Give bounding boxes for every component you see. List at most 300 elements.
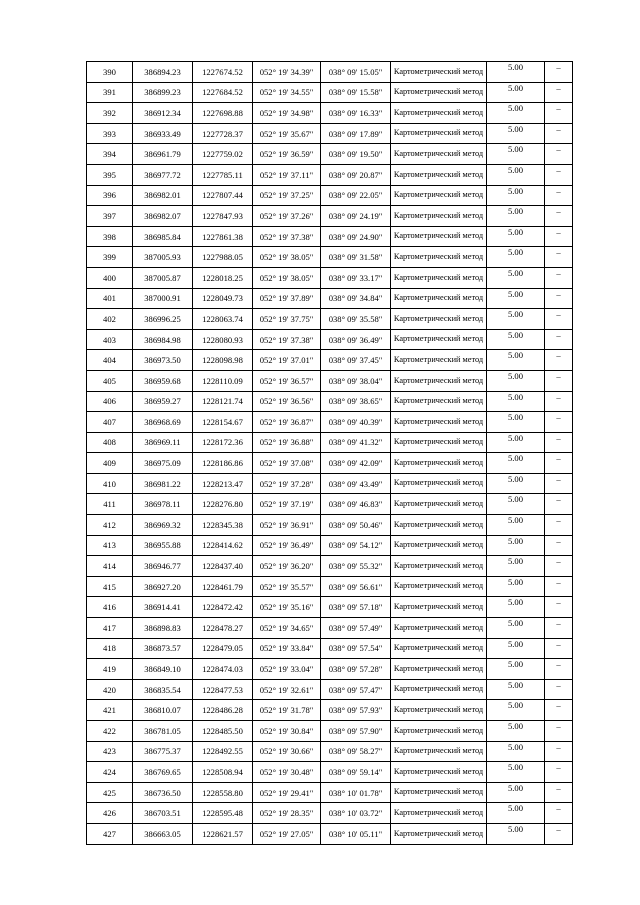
- longitude-cell: 038° 09' 59.14": [321, 762, 391, 783]
- latitude-cell: 052° 19' 37.19": [253, 494, 321, 515]
- point-number-cell: 390: [87, 62, 133, 83]
- table-row: [87, 762, 573, 783]
- method-cell: Картометрический метод: [391, 576, 487, 597]
- method-cell: Картометрический метод: [391, 206, 487, 227]
- latitude-cell: 052° 19' 31.78": [253, 700, 321, 721]
- dash-cell: –: [545, 782, 573, 803]
- point-number-cell: 394: [87, 144, 133, 165]
- y-coordinate-cell: 1228018.25: [193, 267, 253, 288]
- method-cell: Картометрический метод: [391, 144, 487, 165]
- latitude-cell: 052° 19' 36.87": [253, 412, 321, 433]
- latitude-cell: 052° 19' 37.01": [253, 350, 321, 371]
- longitude-cell: 038° 09' 17.89": [321, 123, 391, 144]
- method-cell: Картометрический метод: [391, 515, 487, 536]
- longitude-cell: 038° 09' 42.09": [321, 453, 391, 474]
- latitude-cell: 052° 19' 27.05": [253, 823, 321, 844]
- y-coordinate-cell: 1227698.88: [193, 103, 253, 124]
- x-coordinate-cell: 386835.54: [133, 679, 193, 700]
- longitude-cell: 038° 09' 19.50": [321, 144, 391, 165]
- longitude-cell: 038° 09' 50.46": [321, 515, 391, 536]
- accuracy-cell: 5.00: [487, 247, 545, 268]
- method-cell: Картометрический метод: [391, 370, 487, 391]
- dash-cell: –: [545, 288, 573, 309]
- latitude-cell: 052° 19' 34.55": [253, 82, 321, 103]
- point-number-cell: 414: [87, 556, 133, 577]
- y-coordinate-cell: 1227674.52: [193, 62, 253, 83]
- longitude-cell: 038° 09' 22.05": [321, 185, 391, 206]
- y-coordinate-cell: 1228595.48: [193, 803, 253, 824]
- accuracy-cell: 5.00: [487, 82, 545, 103]
- method-cell: Картометрический метод: [391, 618, 487, 639]
- x-coordinate-cell: 386985.84: [133, 226, 193, 247]
- y-coordinate-cell: 1228154.67: [193, 412, 253, 433]
- y-coordinate-cell: 1228276.80: [193, 494, 253, 515]
- point-number-cell: 398: [87, 226, 133, 247]
- x-coordinate-cell: 386968.69: [133, 412, 193, 433]
- method-cell: Картометрический метод: [391, 103, 487, 124]
- table-row: [87, 638, 573, 659]
- y-coordinate-cell: 1227759.02: [193, 144, 253, 165]
- coordinates-table: [86, 61, 573, 845]
- dash-cell: –: [545, 576, 573, 597]
- x-coordinate-cell: 386849.10: [133, 659, 193, 680]
- table-row: [87, 206, 573, 227]
- table-row: [87, 123, 573, 144]
- longitude-cell: 038° 09' 57.54": [321, 638, 391, 659]
- method-cell: Картометрический метод: [391, 185, 487, 206]
- point-number-cell: 419: [87, 659, 133, 680]
- x-coordinate-cell: 386977.72: [133, 164, 193, 185]
- dash-cell: –: [545, 82, 573, 103]
- accuracy-cell: 5.00: [487, 432, 545, 453]
- point-number-cell: 392: [87, 103, 133, 124]
- table-row: [87, 679, 573, 700]
- dash-cell: –: [545, 247, 573, 268]
- latitude-cell: 052° 19' 37.08": [253, 453, 321, 474]
- point-number-cell: 423: [87, 741, 133, 762]
- longitude-cell: 038° 09' 38.04": [321, 370, 391, 391]
- dash-cell: –: [545, 823, 573, 844]
- table-row: [87, 412, 573, 433]
- y-coordinate-cell: 1228621.57: [193, 823, 253, 844]
- method-cell: Картометрический метод: [391, 803, 487, 824]
- y-coordinate-cell: 1228049.73: [193, 288, 253, 309]
- accuracy-cell: 5.00: [487, 370, 545, 391]
- y-coordinate-cell: 1228472.42: [193, 597, 253, 618]
- dash-cell: –: [545, 370, 573, 391]
- table-row: [87, 164, 573, 185]
- x-coordinate-cell: 386961.79: [133, 144, 193, 165]
- accuracy-cell: 5.00: [487, 123, 545, 144]
- latitude-cell: 052° 19' 32.61": [253, 679, 321, 700]
- accuracy-cell: 5.00: [487, 721, 545, 742]
- accuracy-cell: 5.00: [487, 103, 545, 124]
- dash-cell: –: [545, 618, 573, 639]
- latitude-cell: 052° 19' 37.11": [253, 164, 321, 185]
- accuracy-cell: 5.00: [487, 453, 545, 474]
- longitude-cell: 038° 09' 31.58": [321, 247, 391, 268]
- accuracy-cell: 5.00: [487, 679, 545, 700]
- method-cell: Картометрический метод: [391, 309, 487, 330]
- point-number-cell: 397: [87, 206, 133, 227]
- accuracy-cell: 5.00: [487, 576, 545, 597]
- method-cell: Картометрический метод: [391, 62, 487, 83]
- x-coordinate-cell: 386927.20: [133, 576, 193, 597]
- x-coordinate-cell: 387000.91: [133, 288, 193, 309]
- y-coordinate-cell: 1227988.05: [193, 247, 253, 268]
- y-coordinate-cell: 1228477.53: [193, 679, 253, 700]
- dash-cell: –: [545, 494, 573, 515]
- point-number-cell: 426: [87, 803, 133, 824]
- point-number-cell: 417: [87, 618, 133, 639]
- longitude-cell: 038° 09' 40.39": [321, 412, 391, 433]
- point-number-cell: 408: [87, 432, 133, 453]
- table-body: [87, 62, 573, 845]
- x-coordinate-cell: 386984.98: [133, 329, 193, 350]
- method-cell: Картометрический метод: [391, 350, 487, 371]
- method-cell: Картометрический метод: [391, 453, 487, 474]
- latitude-cell: 052° 19' 35.67": [253, 123, 321, 144]
- table-row: [87, 144, 573, 165]
- x-coordinate-cell: 386663.05: [133, 823, 193, 844]
- y-coordinate-cell: 1227684.52: [193, 82, 253, 103]
- point-number-cell: 396: [87, 185, 133, 206]
- point-number-cell: 406: [87, 391, 133, 412]
- table-row: [87, 391, 573, 412]
- point-number-cell: 404: [87, 350, 133, 371]
- point-number-cell: 399: [87, 247, 133, 268]
- y-coordinate-cell: 1227728.37: [193, 123, 253, 144]
- x-coordinate-cell: 386775.37: [133, 741, 193, 762]
- dash-cell: –: [545, 309, 573, 330]
- y-coordinate-cell: 1228345.38: [193, 515, 253, 536]
- point-number-cell: 411: [87, 494, 133, 515]
- dash-cell: –: [545, 412, 573, 433]
- y-coordinate-cell: 1228492.55: [193, 741, 253, 762]
- method-cell: Картометрический метод: [391, 700, 487, 721]
- table-row: [87, 823, 573, 844]
- table-row: [87, 185, 573, 206]
- x-coordinate-cell: 386810.07: [133, 700, 193, 721]
- point-number-cell: 400: [87, 267, 133, 288]
- dash-cell: –: [545, 659, 573, 680]
- x-coordinate-cell: 386933.49: [133, 123, 193, 144]
- y-coordinate-cell: 1227861.38: [193, 226, 253, 247]
- latitude-cell: 052° 19' 30.48": [253, 762, 321, 783]
- latitude-cell: 052° 19' 38.05": [253, 267, 321, 288]
- accuracy-cell: 5.00: [487, 618, 545, 639]
- point-number-cell: 416: [87, 597, 133, 618]
- latitude-cell: 052° 19' 29.41": [253, 782, 321, 803]
- accuracy-cell: 5.00: [487, 535, 545, 556]
- method-cell: Картометрический метод: [391, 391, 487, 412]
- latitude-cell: 052° 19' 34.65": [253, 618, 321, 639]
- accuracy-cell: 5.00: [487, 597, 545, 618]
- table-row: [87, 721, 573, 742]
- x-coordinate-cell: 386975.09: [133, 453, 193, 474]
- table-row: [87, 350, 573, 371]
- dash-cell: –: [545, 226, 573, 247]
- latitude-cell: 052° 19' 36.49": [253, 535, 321, 556]
- method-cell: Картометрический метод: [391, 432, 487, 453]
- longitude-cell: 038° 09' 57.47": [321, 679, 391, 700]
- point-number-cell: 412: [87, 515, 133, 536]
- latitude-cell: 052° 19' 30.84": [253, 721, 321, 742]
- dash-cell: –: [545, 762, 573, 783]
- accuracy-cell: 5.00: [487, 803, 545, 824]
- latitude-cell: 052° 19' 36.20": [253, 556, 321, 577]
- accuracy-cell: 5.00: [487, 700, 545, 721]
- method-cell: Картометрический метод: [391, 473, 487, 494]
- accuracy-cell: 5.00: [487, 226, 545, 247]
- y-coordinate-cell: 1228063.74: [193, 309, 253, 330]
- latitude-cell: 052° 19' 28.35": [253, 803, 321, 824]
- method-cell: Картометрический метод: [391, 288, 487, 309]
- accuracy-cell: 5.00: [487, 412, 545, 433]
- longitude-cell: 038° 09' 37.45": [321, 350, 391, 371]
- table-row: [87, 309, 573, 330]
- point-number-cell: 403: [87, 329, 133, 350]
- table-row: [87, 597, 573, 618]
- longitude-cell: 038° 09' 35.58": [321, 309, 391, 330]
- x-coordinate-cell: 386969.32: [133, 515, 193, 536]
- method-cell: Картометрический метод: [391, 659, 487, 680]
- accuracy-cell: 5.00: [487, 473, 545, 494]
- accuracy-cell: 5.00: [487, 164, 545, 185]
- table-row: [87, 618, 573, 639]
- accuracy-cell: 5.00: [487, 782, 545, 803]
- y-coordinate-cell: 1228110.09: [193, 370, 253, 391]
- point-number-cell: 415: [87, 576, 133, 597]
- point-number-cell: 424: [87, 762, 133, 783]
- x-coordinate-cell: 387005.93: [133, 247, 193, 268]
- accuracy-cell: 5.00: [487, 288, 545, 309]
- latitude-cell: 052° 19' 35.16": [253, 597, 321, 618]
- accuracy-cell: 5.00: [487, 638, 545, 659]
- x-coordinate-cell: 386955.88: [133, 535, 193, 556]
- x-coordinate-cell: 386978.11: [133, 494, 193, 515]
- method-cell: Картометрический метод: [391, 679, 487, 700]
- x-coordinate-cell: 386894.23: [133, 62, 193, 83]
- dash-cell: –: [545, 803, 573, 824]
- longitude-cell: 038° 09' 57.28": [321, 659, 391, 680]
- y-coordinate-cell: 1228121.74: [193, 391, 253, 412]
- dash-cell: –: [545, 638, 573, 659]
- table-row: [87, 62, 573, 83]
- accuracy-cell: 5.00: [487, 823, 545, 844]
- dash-cell: –: [545, 350, 573, 371]
- y-coordinate-cell: 1228461.79: [193, 576, 253, 597]
- accuracy-cell: 5.00: [487, 185, 545, 206]
- x-coordinate-cell: 386969.11: [133, 432, 193, 453]
- y-coordinate-cell: 1228508.94: [193, 762, 253, 783]
- latitude-cell: 052° 19' 33.84": [253, 638, 321, 659]
- y-coordinate-cell: 1228478.27: [193, 618, 253, 639]
- latitude-cell: 052° 19' 37.89": [253, 288, 321, 309]
- accuracy-cell: 5.00: [487, 556, 545, 577]
- table-row: [87, 267, 573, 288]
- point-number-cell: 420: [87, 679, 133, 700]
- x-coordinate-cell: 386946.77: [133, 556, 193, 577]
- point-number-cell: 407: [87, 412, 133, 433]
- method-cell: Картометрический метод: [391, 782, 487, 803]
- y-coordinate-cell: 1228414.62: [193, 535, 253, 556]
- y-coordinate-cell: 1227807.44: [193, 185, 253, 206]
- method-cell: Картометрический метод: [391, 329, 487, 350]
- x-coordinate-cell: 386996.25: [133, 309, 193, 330]
- longitude-cell: 038° 09' 57.90": [321, 721, 391, 742]
- table-row: [87, 803, 573, 824]
- method-cell: Картометрический метод: [391, 412, 487, 433]
- longitude-cell: 038° 09' 43.49": [321, 473, 391, 494]
- latitude-cell: 052° 19' 37.38": [253, 329, 321, 350]
- method-cell: Картометрический метод: [391, 123, 487, 144]
- latitude-cell: 052° 19' 36.91": [253, 515, 321, 536]
- table-row: [87, 741, 573, 762]
- dash-cell: –: [545, 679, 573, 700]
- accuracy-cell: 5.00: [487, 350, 545, 371]
- table-row: [87, 700, 573, 721]
- y-coordinate-cell: 1228098.98: [193, 350, 253, 371]
- table-row: [87, 473, 573, 494]
- longitude-cell: 038° 10' 03.72": [321, 803, 391, 824]
- point-number-cell: 393: [87, 123, 133, 144]
- table-row: [87, 453, 573, 474]
- x-coordinate-cell: 386736.50: [133, 782, 193, 803]
- longitude-cell: 038° 09' 34.84": [321, 288, 391, 309]
- point-number-cell: 421: [87, 700, 133, 721]
- point-number-cell: 395: [87, 164, 133, 185]
- dash-cell: –: [545, 62, 573, 83]
- table-row: [87, 226, 573, 247]
- accuracy-cell: 5.00: [487, 741, 545, 762]
- longitude-cell: 038° 09' 41.32": [321, 432, 391, 453]
- y-coordinate-cell: 1228558.80: [193, 782, 253, 803]
- latitude-cell: 052° 19' 37.75": [253, 309, 321, 330]
- point-number-cell: 402: [87, 309, 133, 330]
- y-coordinate-cell: 1227847.93: [193, 206, 253, 227]
- point-number-cell: 427: [87, 823, 133, 844]
- point-number-cell: 409: [87, 453, 133, 474]
- accuracy-cell: 5.00: [487, 144, 545, 165]
- method-cell: Картометрический метод: [391, 741, 487, 762]
- latitude-cell: 052° 19' 35.57": [253, 576, 321, 597]
- longitude-cell: 038° 09' 16.33": [321, 103, 391, 124]
- method-cell: Картометрический метод: [391, 82, 487, 103]
- latitude-cell: 052° 19' 36.56": [253, 391, 321, 412]
- accuracy-cell: 5.00: [487, 659, 545, 680]
- dash-cell: –: [545, 515, 573, 536]
- dash-cell: –: [545, 556, 573, 577]
- x-coordinate-cell: 386873.57: [133, 638, 193, 659]
- point-number-cell: 425: [87, 782, 133, 803]
- y-coordinate-cell: 1228486.28: [193, 700, 253, 721]
- y-coordinate-cell: 1228437.40: [193, 556, 253, 577]
- x-coordinate-cell: 386703.51: [133, 803, 193, 824]
- point-number-cell: 418: [87, 638, 133, 659]
- method-cell: Картометрический метод: [391, 556, 487, 577]
- latitude-cell: 052° 19' 30.66": [253, 741, 321, 762]
- accuracy-cell: 5.00: [487, 309, 545, 330]
- table-row: [87, 782, 573, 803]
- latitude-cell: 052° 19' 37.25": [253, 185, 321, 206]
- dash-cell: –: [545, 473, 573, 494]
- table-row: [87, 515, 573, 536]
- table-row: [87, 329, 573, 350]
- latitude-cell: 052° 19' 37.38": [253, 226, 321, 247]
- method-cell: Картометрический метод: [391, 247, 487, 268]
- dash-cell: –: [545, 391, 573, 412]
- table-row: [87, 103, 573, 124]
- longitude-cell: 038° 09' 38.65": [321, 391, 391, 412]
- accuracy-cell: 5.00: [487, 206, 545, 227]
- dash-cell: –: [545, 432, 573, 453]
- x-coordinate-cell: 386899.23: [133, 82, 193, 103]
- point-number-cell: 405: [87, 370, 133, 391]
- point-number-cell: 391: [87, 82, 133, 103]
- dash-cell: –: [545, 185, 573, 206]
- longitude-cell: 038° 09' 54.12": [321, 535, 391, 556]
- table-row: [87, 494, 573, 515]
- x-coordinate-cell: 386898.83: [133, 618, 193, 639]
- accuracy-cell: 5.00: [487, 515, 545, 536]
- latitude-cell: 052° 19' 34.39": [253, 62, 321, 83]
- y-coordinate-cell: 1228485.50: [193, 721, 253, 742]
- x-coordinate-cell: 386959.68: [133, 370, 193, 391]
- method-cell: Картометрический метод: [391, 823, 487, 844]
- x-coordinate-cell: 386914.41: [133, 597, 193, 618]
- latitude-cell: 052° 19' 36.88": [253, 432, 321, 453]
- x-coordinate-cell: 386973.50: [133, 350, 193, 371]
- point-number-cell: 422: [87, 721, 133, 742]
- longitude-cell: 038° 09' 36.49": [321, 329, 391, 350]
- accuracy-cell: 5.00: [487, 62, 545, 83]
- method-cell: Картометрический метод: [391, 721, 487, 742]
- longitude-cell: 038° 09' 15.05": [321, 62, 391, 83]
- longitude-cell: 038° 09' 57.49": [321, 618, 391, 639]
- dash-cell: –: [545, 453, 573, 474]
- longitude-cell: 038° 09' 58.27": [321, 741, 391, 762]
- method-cell: Картометрический метод: [391, 597, 487, 618]
- point-number-cell: 410: [87, 473, 133, 494]
- table-row: [87, 432, 573, 453]
- y-coordinate-cell: 1228479.05: [193, 638, 253, 659]
- longitude-cell: 038° 09' 57.93": [321, 700, 391, 721]
- longitude-cell: 038° 09' 24.19": [321, 206, 391, 227]
- y-coordinate-cell: 1228213.47: [193, 473, 253, 494]
- dash-cell: –: [545, 123, 573, 144]
- table-row: [87, 659, 573, 680]
- method-cell: Картометрический метод: [391, 494, 487, 515]
- dash-cell: –: [545, 103, 573, 124]
- longitude-cell: 038° 09' 33.17": [321, 267, 391, 288]
- dash-cell: –: [545, 206, 573, 227]
- latitude-cell: 052° 19' 34.98": [253, 103, 321, 124]
- y-coordinate-cell: 1228474.03: [193, 659, 253, 680]
- longitude-cell: 038° 09' 56.61": [321, 576, 391, 597]
- longitude-cell: 038° 10' 05.11": [321, 823, 391, 844]
- table-row: [87, 535, 573, 556]
- longitude-cell: 038° 09' 46.83": [321, 494, 391, 515]
- point-number-cell: 401: [87, 288, 133, 309]
- x-coordinate-cell: 386912.34: [133, 103, 193, 124]
- dash-cell: –: [545, 144, 573, 165]
- x-coordinate-cell: 386959.27: [133, 391, 193, 412]
- method-cell: Картометрический метод: [391, 164, 487, 185]
- method-cell: Картометрический метод: [391, 762, 487, 783]
- table-row: [87, 370, 573, 391]
- latitude-cell: 052° 19' 37.26": [253, 206, 321, 227]
